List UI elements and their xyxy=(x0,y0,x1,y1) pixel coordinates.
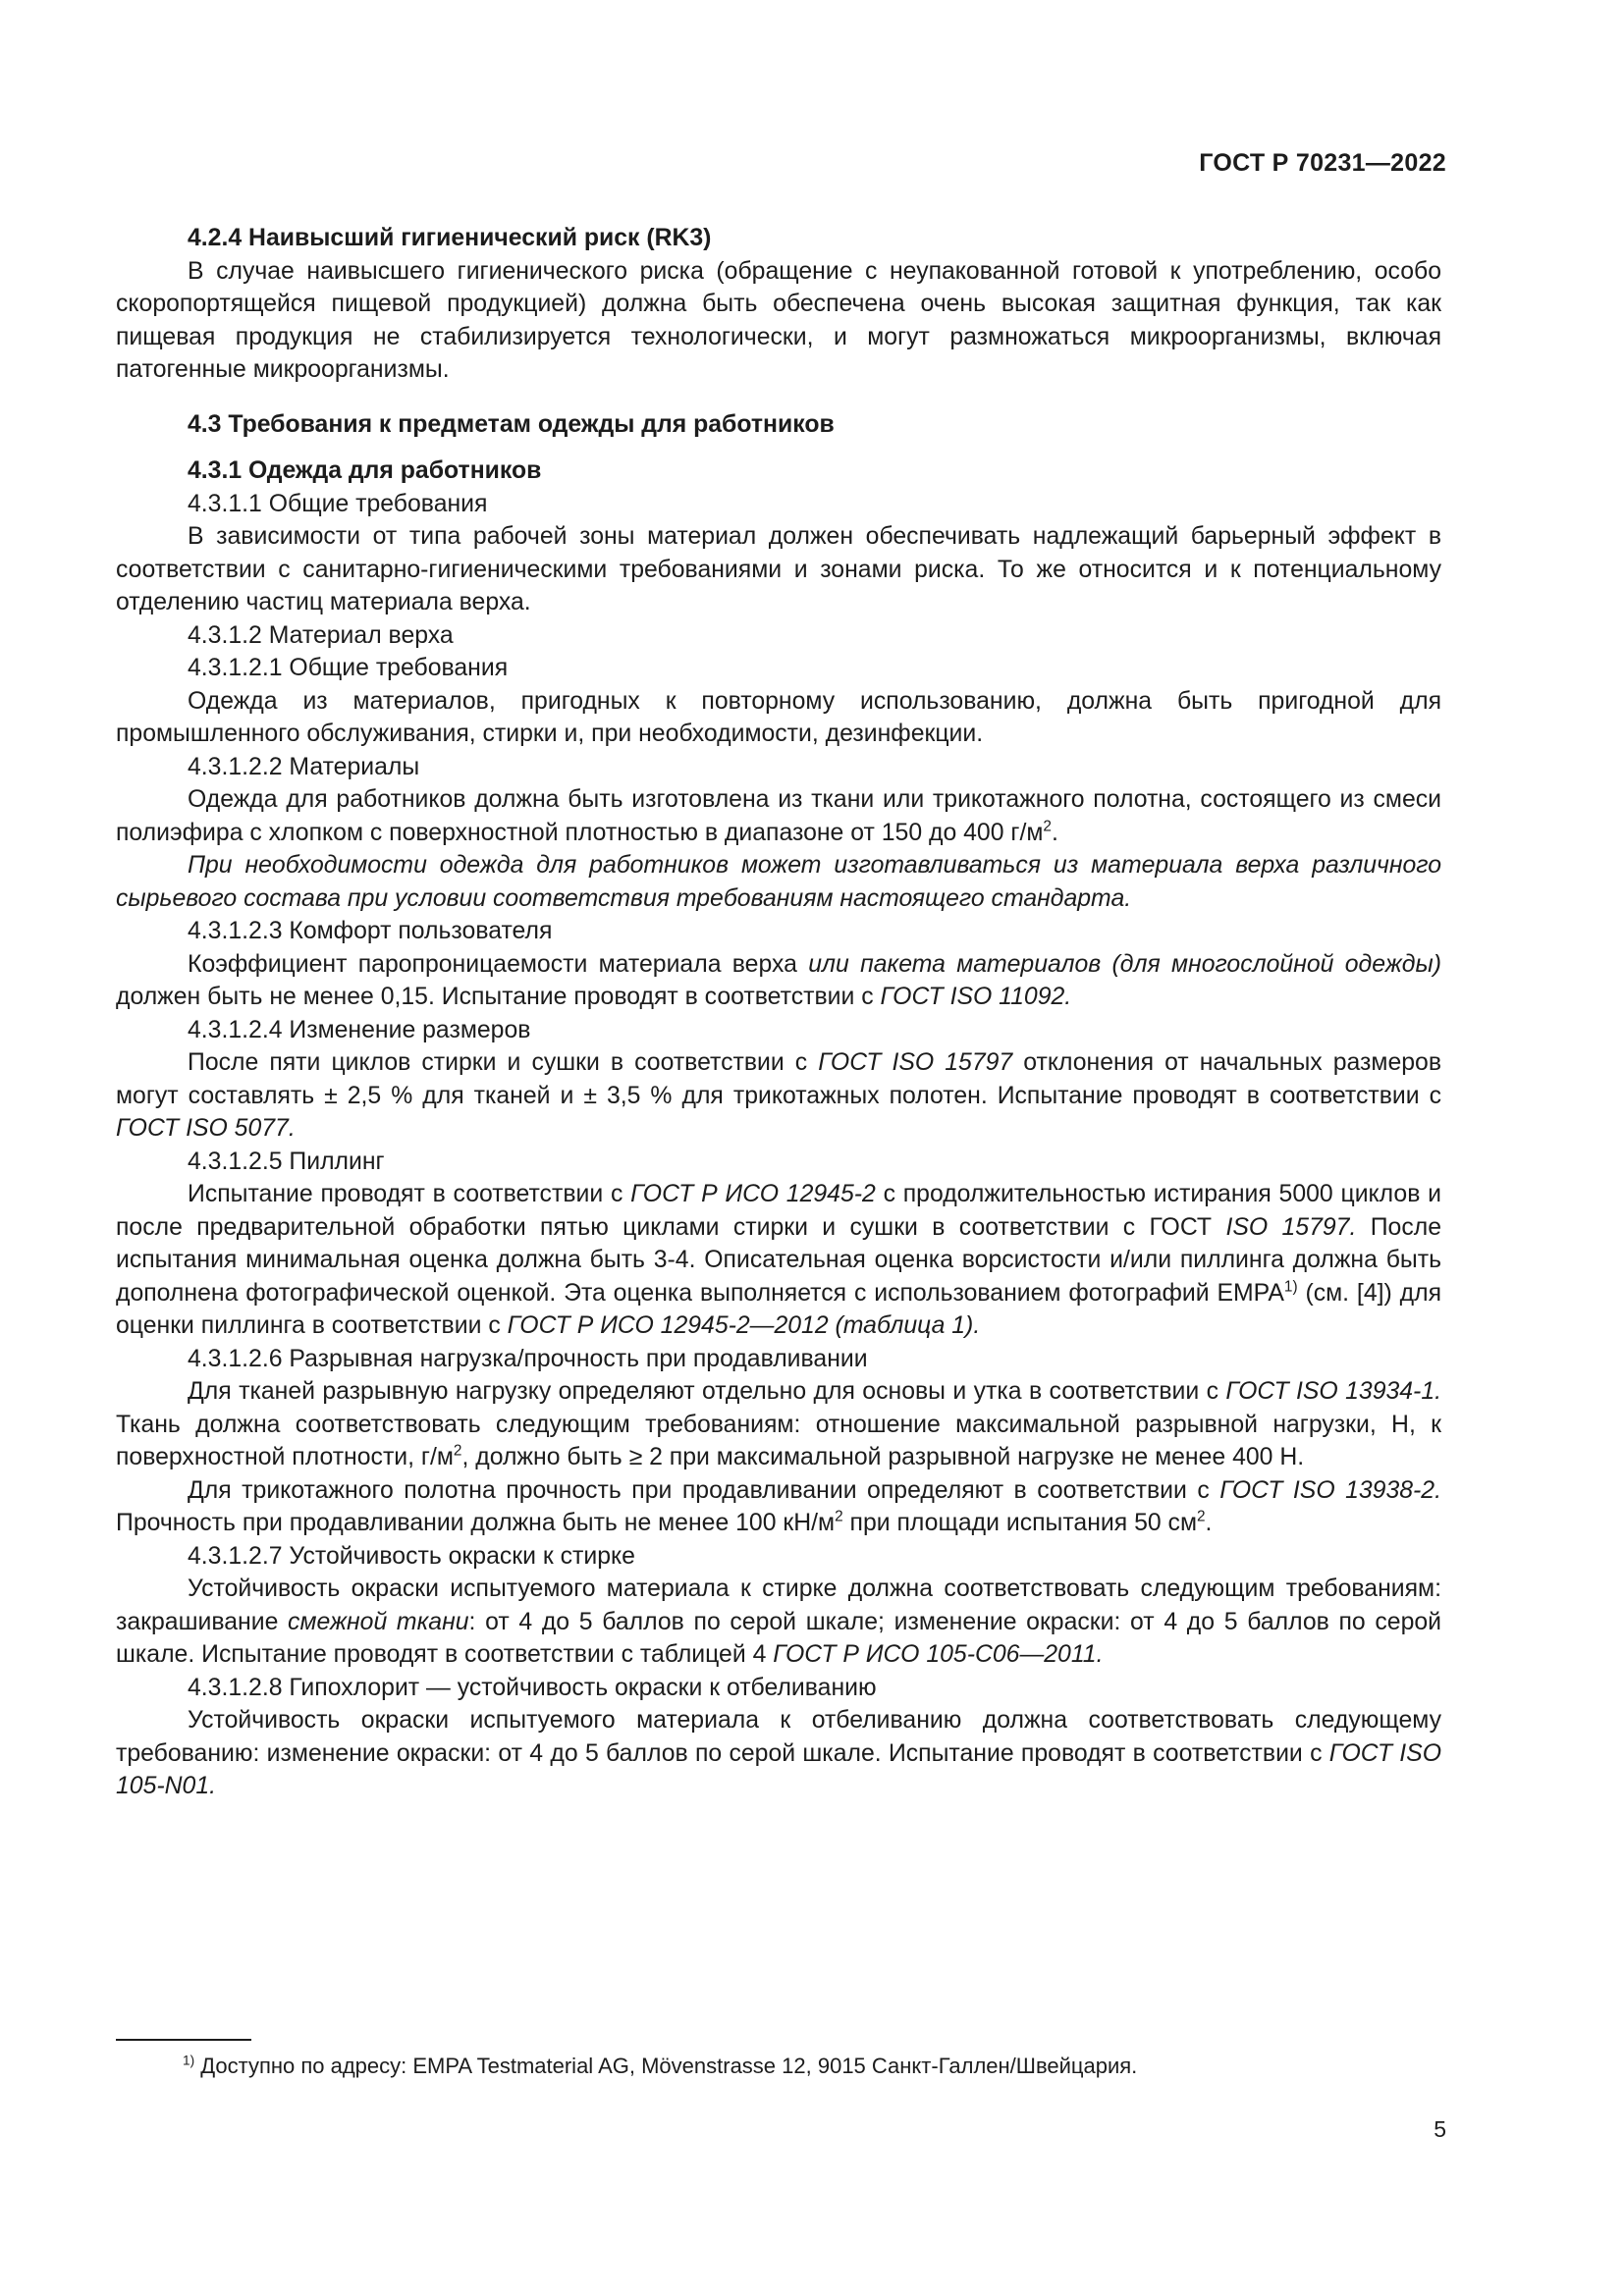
section-4-3-1-2-1-heading: 4.3.1.2.1 Общие требования xyxy=(188,655,509,681)
document-code-header: ГОСТ Р 70231—2022 xyxy=(1199,149,1446,177)
section-4-3-1-2-7-heading: 4.3.1.2.7 Устойчивость окраски к стирке xyxy=(188,1542,635,1570)
section-4-3-1-2-5-text: Испытание проводят в соответствии с ГОСТ Р ИСО 12945-2 с продолжительностью истирания 5000 циклов и после предварительной обработки пятью циклами стирки и сушки в соответствии с ГОСТ ISO 15797. После испытания минимальная оценка должна быть 3-4. Описательная оценка ворсистости и/или пиллинга должна быть дополнена фотографической оценкой. Эта оценка выполняется с использованием фотографий EMPA$^{1)}$ (см. [4]) для оценки пиллинга в соответствии с ГОСТ Р ИСО 12945-2—2012 (таблица 1). xyxy=(116,1181,1441,1339)
section-4-3-1-2-6-heading: 4.3.1.2.6 Разрывная нагрузка/прочность при продавливании xyxy=(188,1345,868,1372)
section-4-3-1-2-2-heading: 4.3.1.2.2 Материалы xyxy=(188,753,420,780)
section-4-3-1-2-8-text: Устойчивость окраски испытуемого материала к отбеливанию должна соответствовать следующему требованию: изменение окраски: от 4 до 5 баллов по серой шкале. Испытание проводят в соответствии с ГОСТ ISO 105-N01. xyxy=(116,1707,1441,1799)
section-4-3-1-2-6-text-fabrics: Для тканей разрывную нагрузку определяют отдельно для основы и утка в соответствии с ГОСТ ISO 13934-1. Ткань должна соответствовать следующим требованиям: отношение максимальной разрывной нагрузки, Н, к поверхностной плотности, $г/м^2$, должно быть ≥ 2 при максимальной разрывной нагрузке не менее 400 Н. xyxy=(116,1378,1442,1470)
section-4-3-1-2-3-text: Коэффициент паропроницаемости материала верха или пакета материалов (для многослойной одежды) должен быть не менее 0,15. Испытание проводят в соответствии с ГОСТ ISO 11092. xyxy=(116,950,1442,1010)
footnote xyxy=(183,2053,1137,2080)
section-4-3-1-2-7-text: Устойчивость окраски испытуемого материала к стирке должна соответствовать следующим требованиям: закрашивание смежной ткани: от 4 до 5 баллов по серой шкале; изменение окраски: от 4 до 5 баллов по серой шкале. Испытание проводят в соответствии с таблицей 4 ГОСТ Р ИСО 105-С06—2011. xyxy=(116,1575,1441,1668)
section-4-2-4-text: В случае наивысшего гигиенического риска (обращение с неупакованной готовой к употреблению, особо скоропортящейся пищевой продукцией) должна быть обеспечена очень высокая защитная функция, так как пищевая продукция не стабилизируется технологически, и могут размножаться микроорганизмы, включая патогенные микроорганизмы. xyxy=(116,257,1441,383)
section-4-3-heading: 4.3 Требования к предметам одежды для работников xyxy=(188,410,835,438)
section-4-3-1-1-text: В зависимости от типа рабочей зоны материал должен обеспечивать надлежащий барьерный эффект в соответствии с санитарно-гигиеническими требованиями и зонами риска. То же относится и к потенциальному отделению частиц материала верха. xyxy=(116,523,1441,615)
section-4-3-1-2-5-heading: 4.3.1.2.5 Пиллинг xyxy=(188,1148,385,1175)
section-4-3-1-2-1-text: Одежда из материалов, пригодных к повторному использованию, должна быть пригодной для промышленного обслуживания, стирки и, при необходимости, дезинфекции. xyxy=(116,687,1441,747)
footnote-divider xyxy=(116,2039,251,2041)
section-4-3-1-2-3-heading: 4.3.1.2.3 Комфорт пользователя xyxy=(188,918,553,944)
section-4-3-1-2-2-text: Одежда для работников должна быть изготовлена из ткани или трикотажного полотна, состоящего из смеси полиэфира с хлопком с поверхностной плотностью в диапазоне от 150 до 400 $г/м^2$. xyxy=(116,786,1441,846)
footnote-reference: 1) xyxy=(1283,1277,1298,1295)
section-4-3-1-1-heading: 4.3.1.1 Общие требования xyxy=(188,490,488,517)
section-4-2-4-heading: 4.2.4 Наивысший гигиенический риск (RK3) xyxy=(188,225,712,251)
section-4-3-1-2-4-text: После пяти циклов стирки и сушки в соответствии с ГОСТ ISO 15797 отклонения от начальных размеров могут составлять ± 2,5 % для тканей и ± 3,5 % для трикотажных полотен. Испытание проводят в соответствии с ГОСТ ISO 5077. xyxy=(116,1049,1441,1142)
footnote-text: Доступно по адресу: EMPA Testmaterial AG, Mövenstrasse 12, 9015 Санкт-Галлен/Швейцария. xyxy=(194,2054,1138,2078)
section-4-3-1-2-2-italic-note: При необходимости одежда для работников может изготавливаться из материала верха различного сырьевого состава при условии соответствия требованиям настоящего стандарта. xyxy=(116,852,1441,912)
section-4-3-1-2-4-heading: 4.3.1.2.4 Изменение размеров xyxy=(188,1016,531,1043)
section-4-3-1-2-8-heading: 4.3.1.2.8 Гипохлорит — устойчивость окраски к отбеливанию xyxy=(188,1674,877,1701)
section-4-3-1-heading: 4.3.1 Одежда для работников xyxy=(188,457,542,484)
page-number: 5 xyxy=(1434,2116,1446,2142)
section-4-3-1-2-6-text-knit: Для трикотажного полотна прочность при продавливании определяют в соответствии с ГОСТ ISO 13938-2. Прочность при продавливании должна быть не менее 100 $кН/м^2$ при площади испытания 50 $см^2$. xyxy=(116,1476,1441,1536)
section-4-3-1-2-heading: 4.3.1.2 Материал верха xyxy=(188,621,454,649)
document-body xyxy=(116,222,1441,1803)
footnote-mark: 1) xyxy=(183,2053,195,2068)
